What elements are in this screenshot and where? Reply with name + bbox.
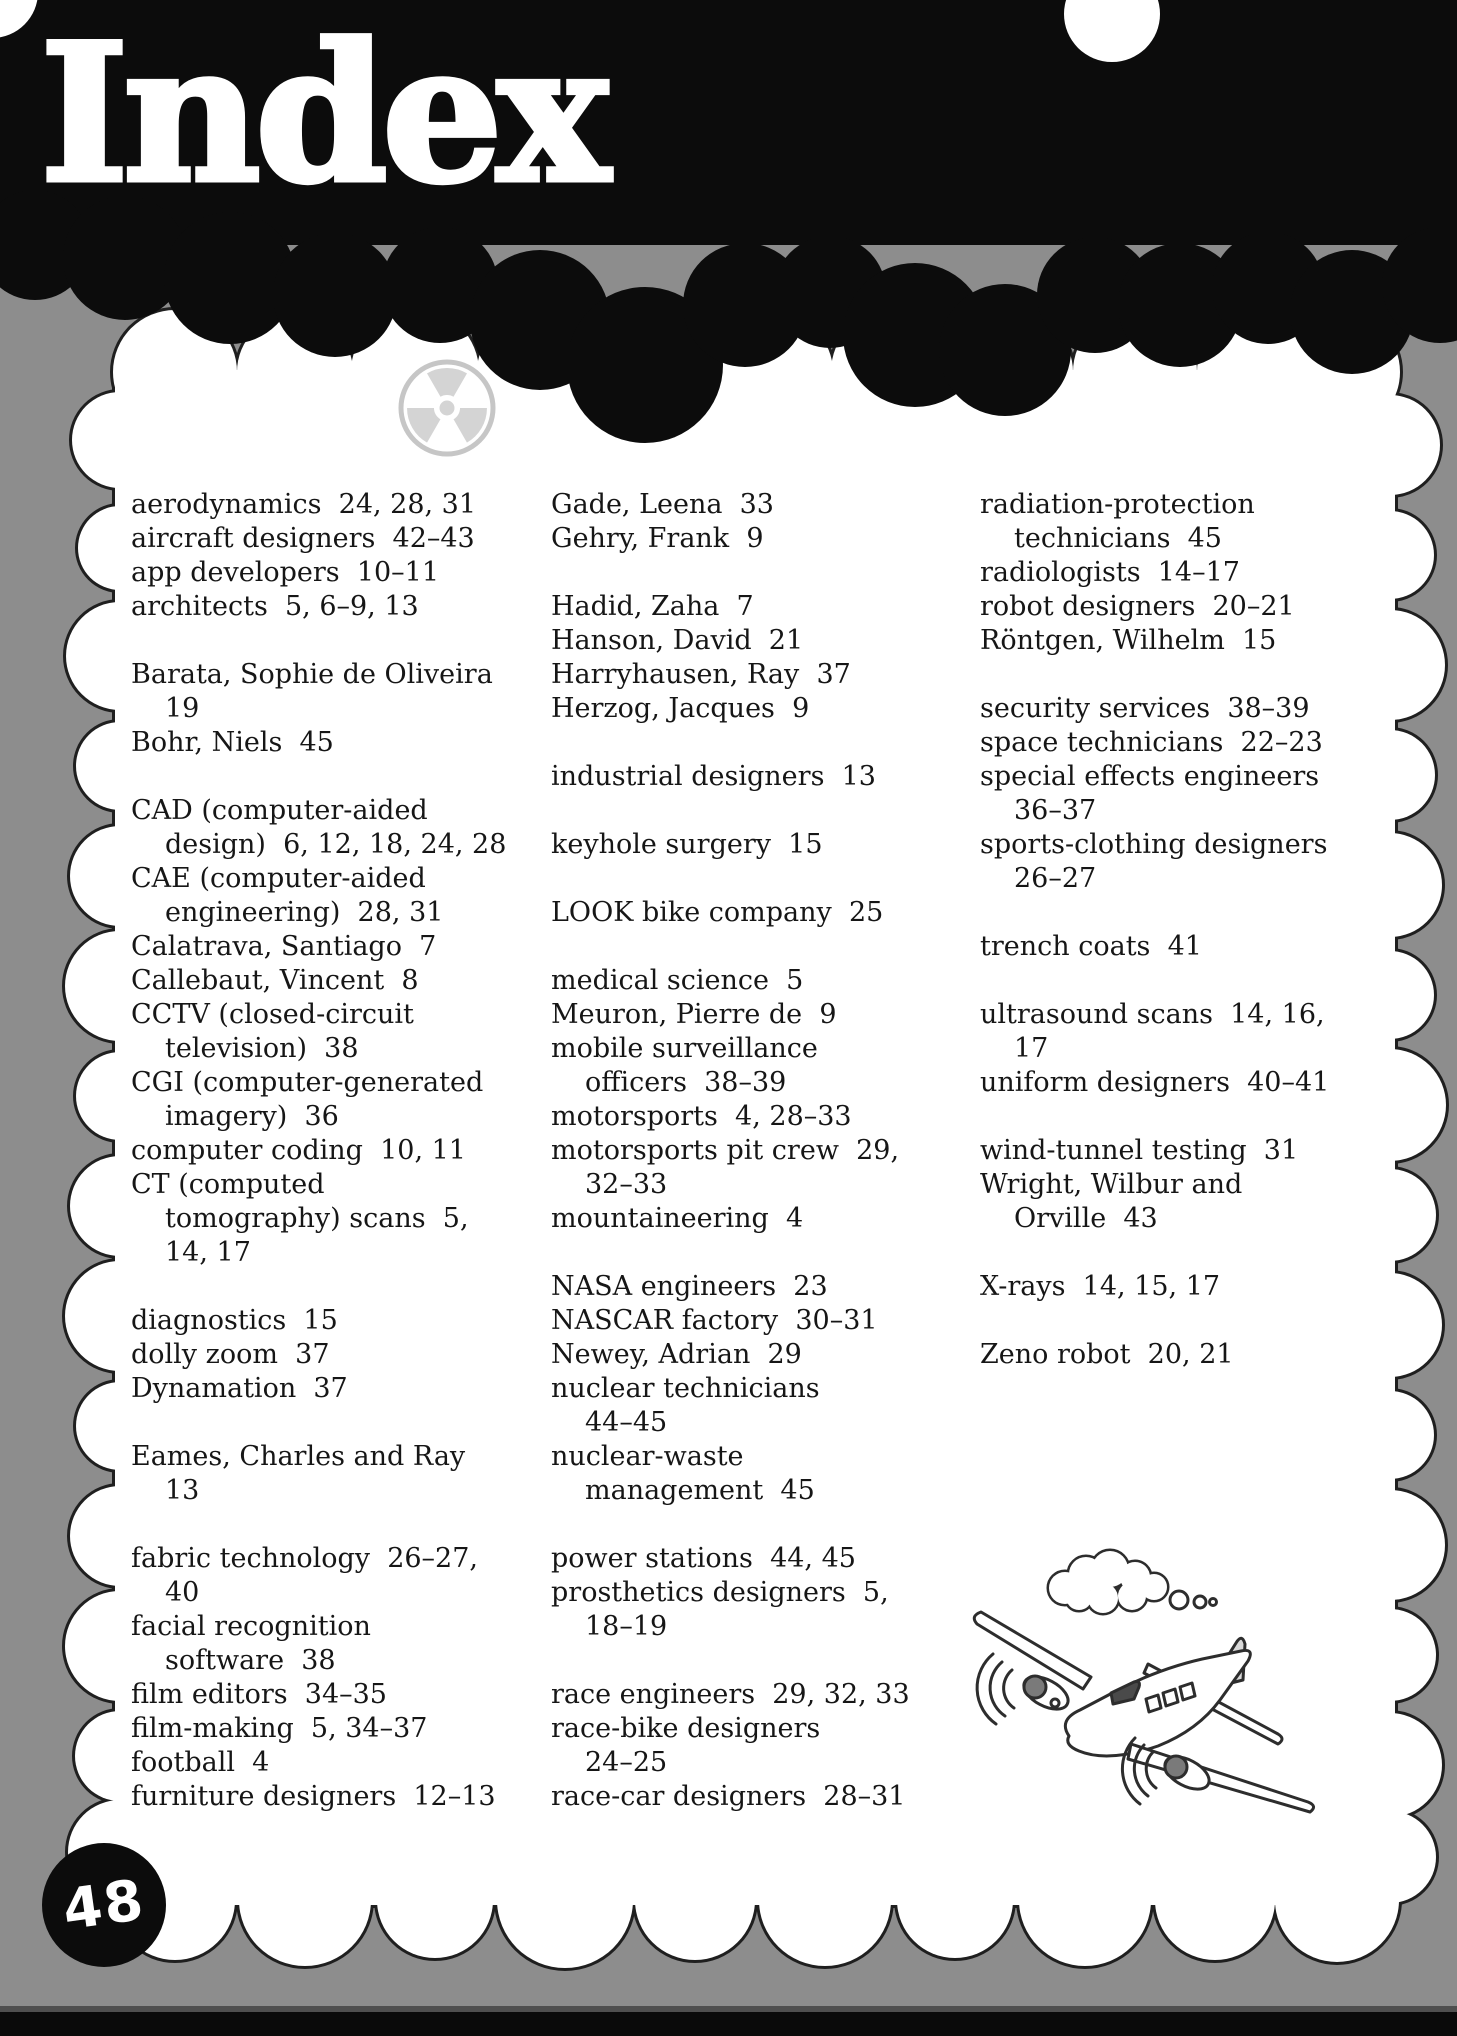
index-group xyxy=(551,964,910,1236)
index-entry-line: Eames, Charles and Ray xyxy=(131,1441,466,1472)
index-entry-line: 14, 17 xyxy=(165,1237,251,1268)
index-group xyxy=(980,1338,1329,1372)
index-entry-line: technicians 45 xyxy=(1014,523,1222,554)
index-entry-line: 19 xyxy=(165,693,200,724)
index-entry-line: uniform designers 40–41 xyxy=(980,1067,1330,1098)
page-number: 48 xyxy=(58,1867,150,1943)
index-entry-line: ultrasound scans 14, 16, xyxy=(980,999,1325,1030)
index-entry-line: robot designers 20–21 xyxy=(980,591,1295,622)
propeller-spinner xyxy=(1165,1756,1187,1778)
index-entry-line: film-making 5, 34–37 xyxy=(131,1713,428,1744)
index-entry-line: sports-clothing designers xyxy=(980,829,1328,860)
index-group xyxy=(131,794,506,1270)
index-entry-line: film editors 34–35 xyxy=(131,1679,387,1710)
index-entry-line: computer coding 10, 11 xyxy=(131,1135,466,1166)
index-entry-line: Röntgen, Wilhelm 15 xyxy=(980,625,1277,656)
index-group xyxy=(551,1678,910,1814)
index-entry-line: NASCAR factory 30–31 xyxy=(551,1305,878,1336)
index-entry-line: architects 5, 6–9, 13 xyxy=(131,591,419,622)
index-entry-line: motorsports pit crew 29, xyxy=(551,1135,900,1166)
index-entry-line: Newey, Adrian 29 xyxy=(551,1339,802,1370)
index-entry-line: race-bike designers xyxy=(551,1713,821,1744)
index-entry-line: Gade, Leena 33 xyxy=(551,489,774,520)
index-group xyxy=(551,488,910,556)
index-entry-line: NASA engineers 23 xyxy=(551,1271,828,1302)
index-entry-line: industrial designers 13 xyxy=(551,761,876,792)
index-entry-line: tomography) scans 5, xyxy=(165,1203,469,1234)
index-entry-line: CAE (computer-aided xyxy=(131,863,426,894)
index-entry-line: football 4 xyxy=(131,1747,270,1778)
index-entry-line: radiologists 14–17 xyxy=(980,557,1240,588)
cabin-window xyxy=(1163,1689,1178,1706)
index-entry-line: 18–19 xyxy=(585,1611,668,1642)
index-entry-line: Gehry, Frank 9 xyxy=(551,523,764,554)
index-entry-line: Meuron, Pierre de 9 xyxy=(551,999,837,1030)
index-entry-line: space technicians 22–23 xyxy=(980,727,1323,758)
index-entry-line: nuclear-waste xyxy=(551,1441,744,1472)
index-entry-line: Calatrava, Santiago 7 xyxy=(131,931,437,962)
index-entry-line: 36–37 xyxy=(1014,795,1097,826)
index-entry-line: CT (computed xyxy=(131,1169,325,1200)
index-entry-line: 17 xyxy=(1014,1033,1049,1064)
index-entry-line: trench coats 41 xyxy=(980,931,1202,962)
index-entry-line: 40 xyxy=(165,1577,200,1608)
cabin-window xyxy=(1146,1695,1161,1712)
index-group xyxy=(131,1440,506,1508)
index-entry-line: CAD (computer-aided xyxy=(131,795,428,826)
index-entry-line: mobile surveillance xyxy=(551,1033,818,1064)
index-entry-line: medical science 5 xyxy=(551,965,804,996)
index-group xyxy=(551,590,910,726)
index-entry-line: Wright, Wilbur and xyxy=(980,1169,1243,1200)
index-group xyxy=(551,760,910,794)
index-group xyxy=(980,1134,1329,1236)
index-entry-line: Hanson, David 21 xyxy=(551,625,804,656)
index-group xyxy=(131,1542,506,1814)
index-entry-line: facial recognition xyxy=(131,1611,371,1642)
index-entry-line: officers 38–39 xyxy=(585,1067,787,1098)
index-entry-line: Hadid, Zaha 7 xyxy=(551,591,754,622)
index-entry-line: X-rays 14, 15, 17 xyxy=(980,1271,1221,1302)
index-column-2 xyxy=(551,488,910,1814)
index-entry-line: fabric technology 26–27, xyxy=(131,1543,478,1574)
index-entry-line: Orville 43 xyxy=(1014,1203,1158,1234)
index-group xyxy=(980,930,1329,964)
index-entry-line: mountaineering 4 xyxy=(551,1203,804,1234)
index-entry-line: management 45 xyxy=(585,1475,815,1506)
index-entry-line: television) 38 xyxy=(165,1033,359,1064)
index-entry-line: CGI (computer-generated xyxy=(131,1067,484,1098)
index-group xyxy=(551,828,910,862)
index-entry-line: furniture designers 12–13 xyxy=(131,1781,496,1812)
index-column-1 xyxy=(131,488,506,1814)
index-entry-line: Harryhausen, Ray 37 xyxy=(551,659,851,690)
index-entry-line: diagnostics 15 xyxy=(131,1305,338,1336)
index-entry-line: Barata, Sophie de Oliveira xyxy=(131,659,493,690)
index-entry-line: 24–25 xyxy=(585,1747,668,1778)
cabin-window xyxy=(1180,1683,1195,1700)
index-entry-line: aircraft designers 42–43 xyxy=(131,523,475,554)
page-edge-line xyxy=(0,2006,1457,2012)
index-entry-line: design) 6, 12, 18, 24, 28 xyxy=(165,829,507,860)
index-entry-line: power stations 44, 45 xyxy=(551,1543,856,1574)
index-group xyxy=(131,658,506,760)
index-group xyxy=(980,998,1329,1100)
index-group xyxy=(131,488,506,624)
index-entry-line: security services 38–39 xyxy=(980,693,1310,724)
radiation-icon xyxy=(401,362,493,454)
page-number-badge xyxy=(42,1843,166,1967)
index-group xyxy=(980,488,1329,658)
propeller-spinner xyxy=(1024,1676,1046,1698)
index-entry-line: Herzog, Jacques 9 xyxy=(551,693,810,724)
index-entry-line: Zeno robot 20, 21 xyxy=(980,1339,1234,1370)
index-entry-line: keyhole surgery 15 xyxy=(551,829,823,860)
index-entry-line: CCTV (closed-circuit xyxy=(131,999,414,1030)
index-entry-line: Bohr, Niels 45 xyxy=(131,727,334,758)
index-entry-line: aerodynamics 24, 28, 31 xyxy=(131,489,477,520)
index-entry-line: motorsports 4, 28–33 xyxy=(551,1101,852,1132)
index-entry-line: software 38 xyxy=(165,1645,336,1676)
index-entry-line: radiation-protection xyxy=(980,489,1255,520)
index-entry-line: special effects engineers xyxy=(980,761,1320,792)
index-entry-line: 13 xyxy=(165,1475,200,1506)
index-group xyxy=(551,1542,910,1644)
index-entry-line: race-car designers 28–31 xyxy=(551,1781,906,1812)
index-group xyxy=(551,1270,910,1508)
index-entry-line: nuclear technicians xyxy=(551,1373,820,1404)
bottom-bar xyxy=(0,2012,1457,2036)
index-entry-line: 32–33 xyxy=(585,1169,668,1200)
index-entry-line: wind-tunnel testing 31 xyxy=(980,1135,1299,1166)
index-group xyxy=(980,692,1329,896)
index-group xyxy=(980,1270,1329,1304)
index-column-3 xyxy=(980,488,1329,1372)
index-entry-line: Callebaut, Vincent 8 xyxy=(131,965,419,996)
index-group xyxy=(131,1304,506,1406)
index-entry-line: 44–45 xyxy=(585,1407,668,1438)
index-entry-line: LOOK bike company 25 xyxy=(551,897,884,928)
page-title: Index xyxy=(40,2,605,225)
index-group xyxy=(551,896,910,930)
index-entry-line: prosthetics designers 5, xyxy=(551,1577,889,1608)
index-entry-line: imagery) 36 xyxy=(165,1101,339,1132)
index-entry-line: dolly zoom 37 xyxy=(131,1339,330,1370)
index-entry-line: 26–27 xyxy=(1014,863,1097,894)
index-entry-line: Dynamation 37 xyxy=(131,1373,348,1404)
index-entry-line: race engineers 29, 32, 33 xyxy=(551,1679,910,1710)
index-entry-line: engineering) 28, 31 xyxy=(165,897,444,928)
index-entry-line: app developers 10–11 xyxy=(131,557,440,588)
